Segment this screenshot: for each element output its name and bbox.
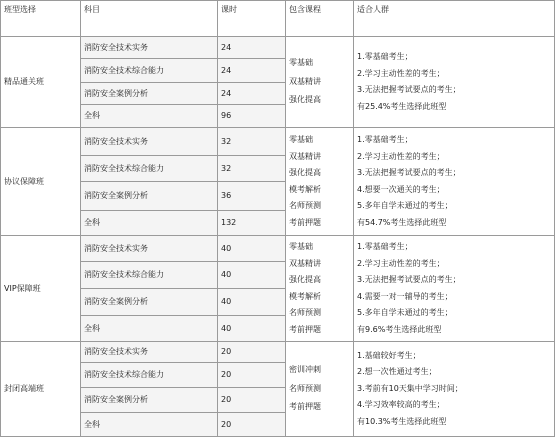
class-name-xieyi: 协议保障班 [1,128,81,236]
course-item: 名师预测 [289,201,321,210]
course-item: 双基精讲 [289,258,321,268]
course-item: 名师预测 [289,383,321,393]
course-item: 考前押题 [289,402,321,412]
hours-cell: 24 [218,37,286,59]
subject-cell: 全科 [81,316,218,342]
audience-fengbi [354,342,555,437]
course-item: 名师预测 [289,308,321,317]
audience-item: 有9.6%考生选择此班型 [357,324,442,334]
audience-item: 3.无法把握考试要点的考生； [357,275,461,284]
audience-item: 1.基础较好考生； [357,350,421,360]
audience-item: 5.多年自学未通过的考生； [357,308,453,317]
subject-cell: 消防安全案例分析 [81,83,218,105]
table-row [1,236,555,262]
hours-cell: 40 [218,236,286,262]
table-header-row [1,1,555,37]
audience-item: 1.零基础考生； [357,52,413,61]
subject-cell: 消防安全技术综合能力 [81,363,218,388]
hours-cell: 132 [218,211,286,236]
audience-item: 有54.7%考生选择此班型 [357,217,447,227]
audience-item: 5.多年自学未通过的考生； [357,201,453,210]
course-item: 零基础 [289,242,313,251]
hours-cell: 32 [218,128,286,156]
course-item: 零基础 [289,58,313,68]
course-item: 零基础 [289,135,313,144]
courses-fengbi [286,342,354,437]
course-item: 密训冲刺 [289,365,321,375]
course-item: 双基精讲 [289,76,321,86]
hours-cell: 40 [218,262,286,289]
course-item: 模考解析 [289,291,321,301]
header-hours: 课时 [218,1,286,37]
subject-cell: 消防安全技术实务 [81,37,218,59]
class-name-fengbi: 封闭高端班 [1,342,81,437]
audience-item: 3.考前有10天集中学习时间； [357,383,463,393]
audience-item: 3.无法把握考试要点的考生； [357,168,461,177]
audience-xieyi [354,128,555,236]
subject-cell: 消防安全案例分析 [81,388,218,413]
course-item: 模考解析 [289,184,321,194]
course-item: 考前押题 [289,324,321,334]
hours-cell: 24 [218,59,286,83]
hours-cell: 40 [218,289,286,316]
class-name-jingpin: 精品通关班 [1,37,81,128]
course-item: 双基精讲 [289,151,321,161]
course-item: 强化提高 [289,168,321,177]
audience-jingpin [354,37,555,128]
hours-cell: 40 [218,316,286,342]
courses-xieyi [286,128,354,236]
table-row [1,37,555,59]
hours-cell: 20 [218,363,286,388]
class-name-vip: VIP保障班 [1,236,81,342]
header-subject: 科目 [81,1,218,37]
audience-item: 2.学习主动性差的考生； [357,151,445,161]
table-row [1,342,555,363]
hours-cell: 32 [218,156,286,182]
course-item: 强化提高 [289,275,321,284]
audience-item: 有25.4%考生选择此班型 [357,101,447,111]
hours-cell: 96 [218,105,286,128]
hours-cell: 36 [218,182,286,211]
audience-item: 1.零基础考生； [357,242,413,251]
hours-cell: 24 [218,83,286,105]
course-item: 强化提高 [289,95,321,105]
audience-item: 4.学习效率较高的考生； [357,400,445,410]
audience-item: 1.零基础考生； [357,135,413,144]
subject-cell: 全科 [81,105,218,128]
hours-cell: 20 [218,388,286,413]
audience-item: 有10.3%考生选择此班型 [357,416,447,426]
subject-cell: 消防安全技术实务 [81,128,218,156]
course-item: 考前押题 [289,217,321,227]
subject-cell: 消防安全技术综合能力 [81,262,218,289]
courses-jingpin [286,37,354,128]
audience-item: 4.需要一对一辅导的考生； [357,291,453,301]
audience-item: 2.想一次性通过考生； [357,367,437,377]
subject-cell: 全科 [81,211,218,236]
hours-cell: 20 [218,342,286,363]
header-courses: 包含课程 [286,1,354,37]
audience-item: 3.无法把握考试要点的考生； [357,85,461,94]
subject-cell: 消防安全技术实务 [81,342,218,363]
header-audience: 适合人群 [354,1,555,37]
hours-cell: 20 [218,413,286,437]
table-row [1,128,555,156]
audience-item: 2.学习主动性差的考生； [357,258,445,268]
subject-cell: 消防安全案例分析 [81,289,218,316]
subject-cell: 消防安全技术综合能力 [81,59,218,83]
courses-vip [286,236,354,342]
subject-cell: 消防安全技术综合能力 [81,156,218,182]
audience-vip [354,236,555,342]
header-class-type: 班型选择 [1,1,81,37]
subject-cell: 全科 [81,413,218,437]
subject-cell: 消防安全技术实务 [81,236,218,262]
audience-item: 4.想要一次通关的考生； [357,184,445,194]
subject-cell: 消防安全案例分析 [81,182,218,211]
audience-item: 2.学习主动性差的考生； [357,68,445,78]
